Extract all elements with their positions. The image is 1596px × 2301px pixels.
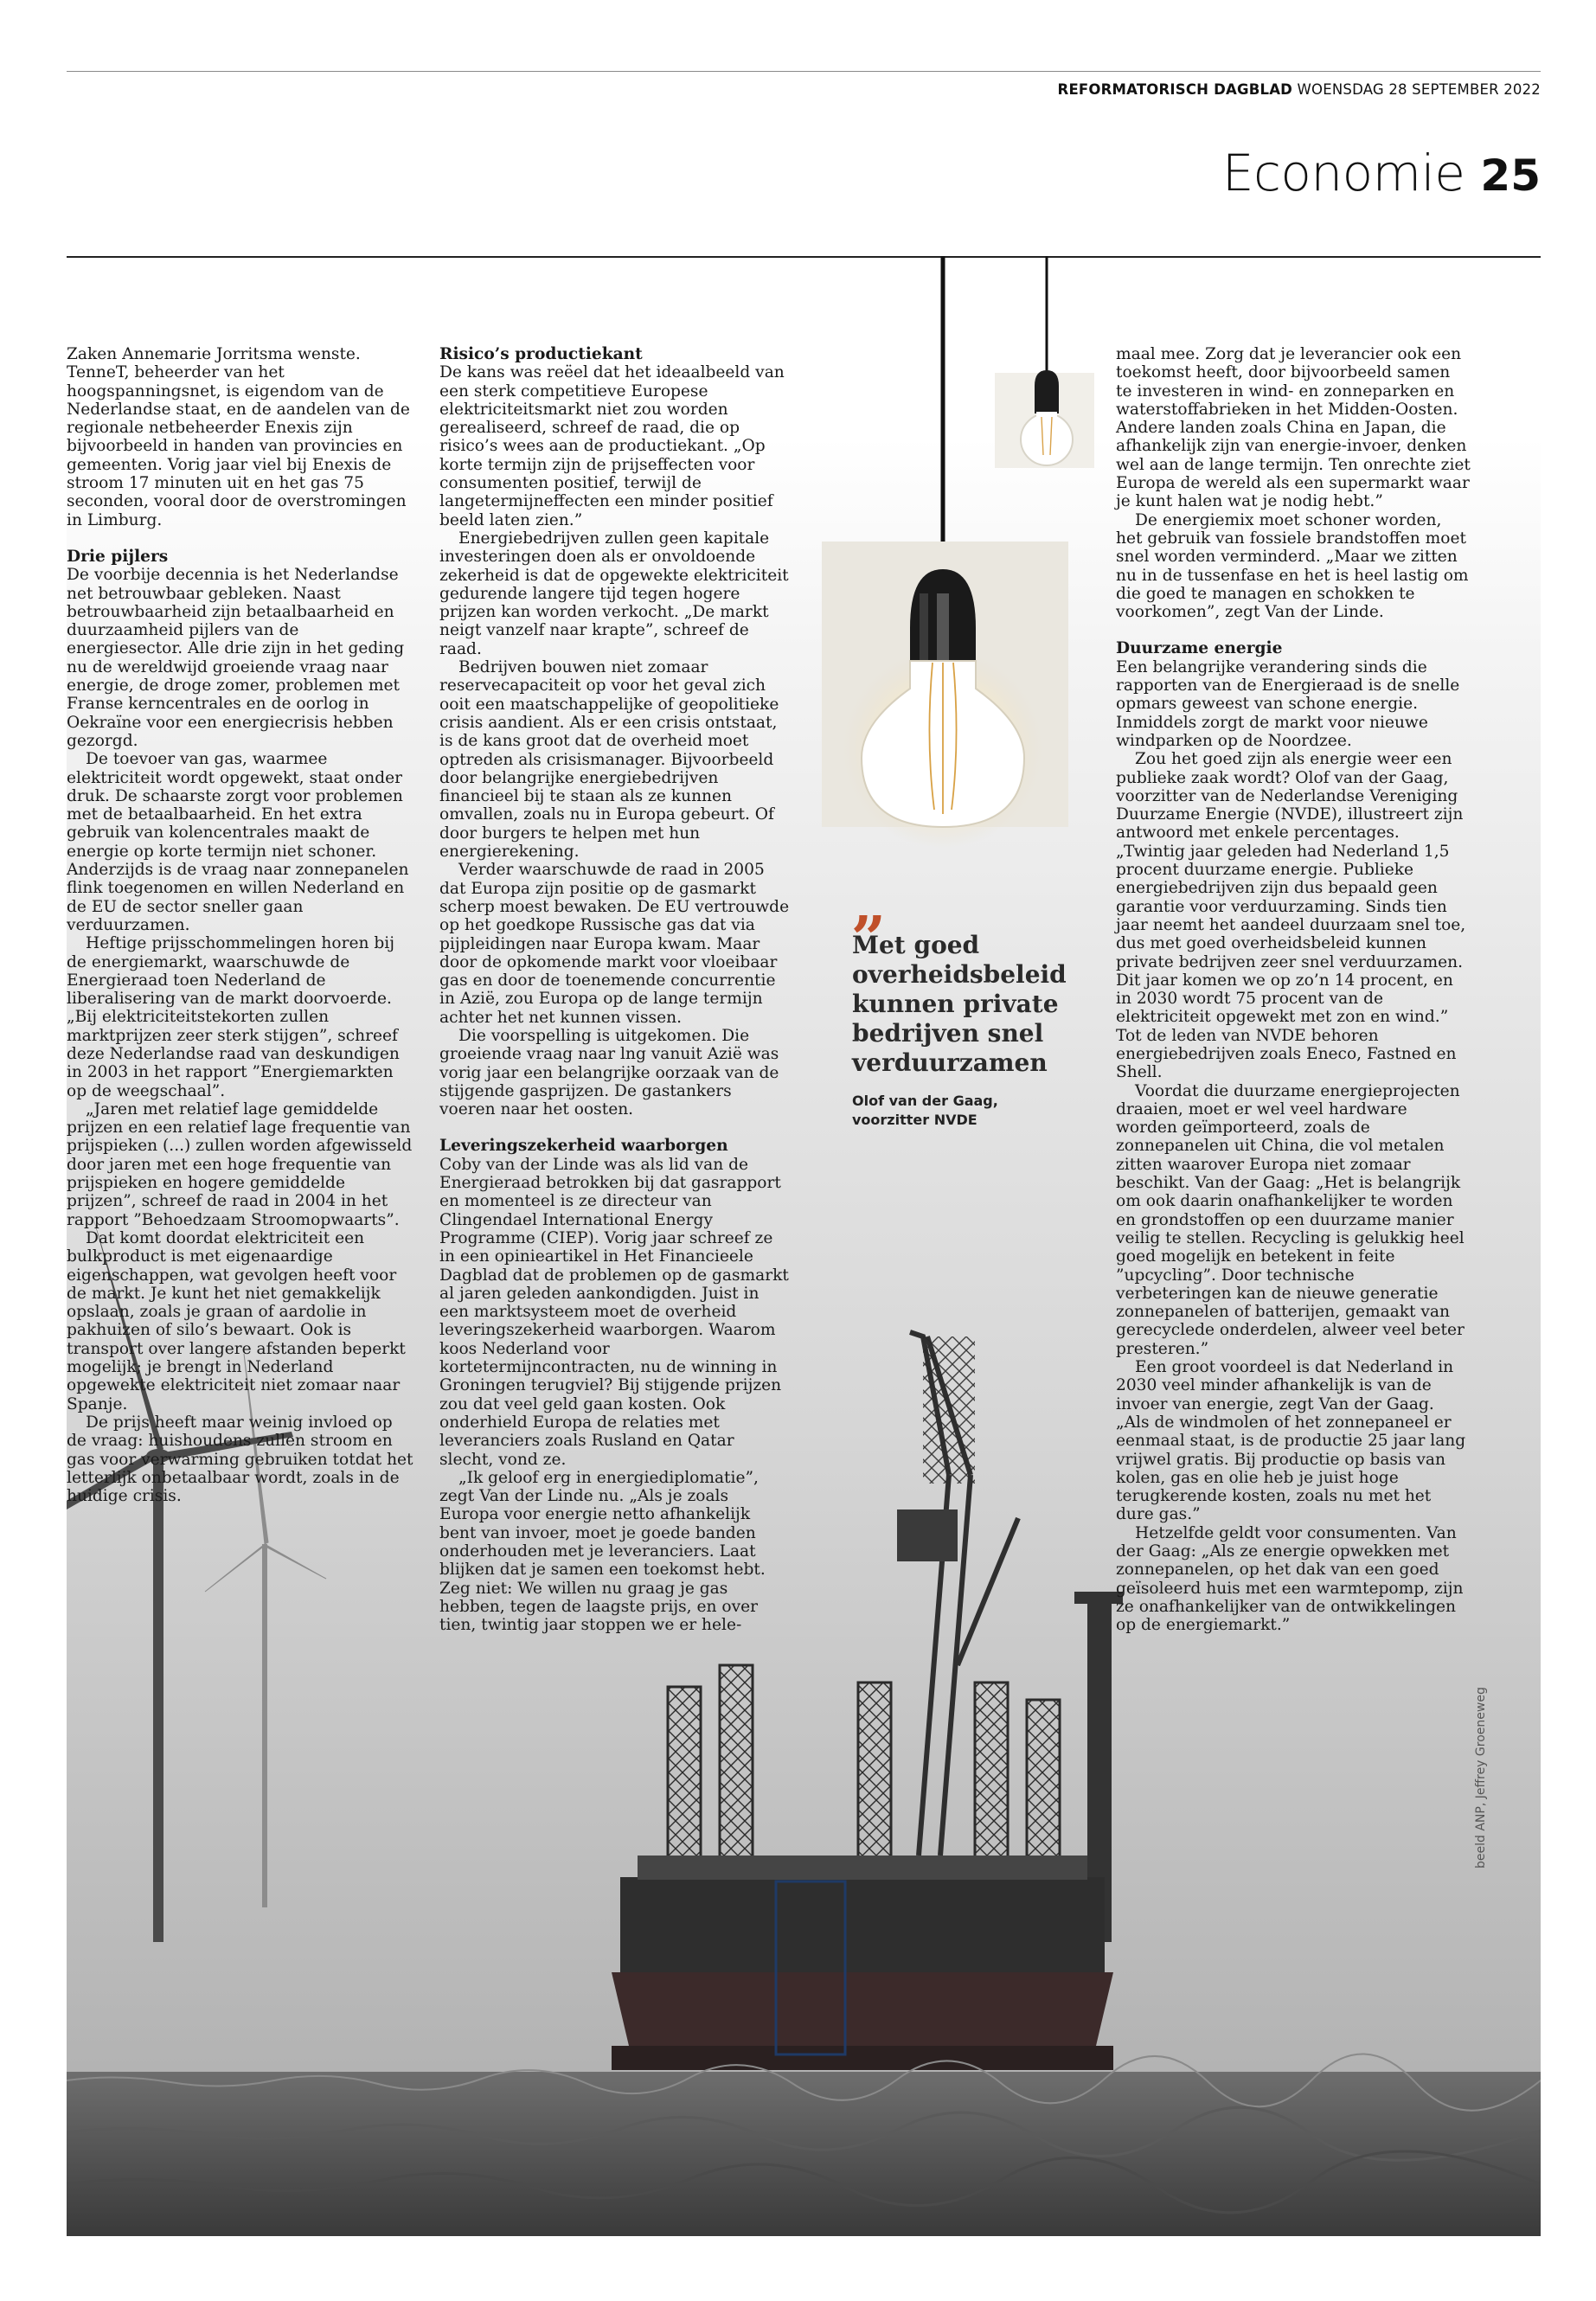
paragraph: Bedrijven bouwen niet zomaar reservecapaciteit op voor het geval zich ooit een maatschappelijke of geopolitieke crisis aandient. Als er een crisis ontstaat, is de kans groot dat de overheid moet optreden als crisismanager. Bijvoorbeeld door belangrijke energiebedrijven financieel bij te staan als ze kunnen omvallen, zoals nu in Europa gebeurt. Of door burgers te helpen met hun energierekening. bbox=[439, 658, 779, 862]
paragraph: De energiemix moet schoner worden, het gebruik van fossiele brandstoffen moet snel worden verminderd. „Maar we zitten nu in de tussenfase en het is heel lastig om die goed te managen en schokken te voorkomen”, zegt Van der Linde. bbox=[1116, 510, 1469, 622]
photo-credit: beeld ANP, Jeffrey Groeneweg bbox=[1474, 1687, 1488, 1868]
paragraph: Zaken Annemarie Jorritsma wenste. TenneT, beheerder van het hoogspanningsnet, is eigendom van de Nederlandse staat, en de aandelen van de regionale netbeheerder Enexis zijn bijvoorbeeld in handen van provincies en gemeenten. Vorig jaar viel bij Enexis de stroom 17 minuten uit en het gas 75 seconden, vooral door de overstromingen in Limburg. bbox=[67, 345, 410, 529]
subheading: Risico’s productiekant bbox=[439, 345, 643, 363]
subheading: Duurzame energie bbox=[1116, 639, 1283, 658]
quote-mark-icon: „ bbox=[852, 868, 882, 939]
masthead bbox=[1058, 81, 1541, 98]
article-column-1 bbox=[67, 345, 417, 1505]
paragraph: Voordat die duurzame energieprojecten draaien, moet er wel veel hardware worden geïmporteerd, zoals de zonnepanelen uit China, die vol metalen zitten waarover Europa niet zomaar beschikt. Van der Gaag: „Het is belangrijk om ook daarin onafhankelijker te worden en grondstoffen op een duurzame manier veilig te stellen. Recycling is gelukkig heel goed mogelijk en betekent in feite ”upcycling”. Door technische verbeteringen kan de nieuwe generatie zonnepanelen of batterijen, gemaakt van gerecyclede onderdelen, alweer veel beter presteren.” bbox=[1116, 1081, 1465, 1358]
quote-text: Met goed overheidsbeleid kunnen private bedrijven snel verduurzamen bbox=[852, 931, 1067, 1077]
paragraph: Coby van der Linde was als lid van de Energieraad betrokken bij dat gasrapport en momenteel is ze directeur van Clingendael International Energy Programme (CIEP). Vorig jaar schreef ze in een opinieartikel in Het Financieele Dagblad dat de problemen op de gasmarkt al jaren geleden aankondigden. Juist in een marktsysteem moet de overheid leveringszekerheid waarborgen. Waarom koos Nederland voor kortetermijncontracten, nu de winning in Groningen terugviel? Bij stijgende prijzen zou dat veel geld gaan kosten. Ook onderhield Europa de relaties met leveranciers zoals Rusland en Qatar slecht, vond ze. bbox=[439, 1155, 789, 1469]
paragraph: Een belangrijke verandering sinds die rapporten van de Energieraad is de snelle opmars geweest van schone energie. Inmiddels zorgt de markt voor nieuwe windparken op de Noordzee. bbox=[1116, 657, 1460, 750]
paragraph: Zou het goed zijn als energie weer een publieke zaak wordt? Olof van der Gaag, voorzitter van de Nederlandse Vereniging Duurzame Energie (NVDE), illustreert zijn antwoord met enkele percentages. „Twintig jaar geleden had Nederland 1,5 procent duurzame energie. Publieke energiebedrijven zijn dus bepaald geen garantie voor verduurzaming. Sinds tien jaar neemt het aandeel duurzaam snel toe, dus met goed overheidsbeleid kunnen private bedrijven zeer snel verduurzamen. Dit jaar komen we op zo’n 14 procent, en in 2030 wordt 75 procent van de elektriciteit opgewekt met zon en wind.” Tot de leden van NVDE behoren energiebedrijven zoals Eneco, Fastned en Shell. bbox=[1116, 750, 1466, 1082]
hanging-bulbs-illustration bbox=[813, 256, 1107, 879]
paragraph: Dat komt doordat elektriciteit een bulkproduct is met eigenaardige eigenschappen, wat gevolgen heeft voor de markt. Je kunt het niet gemakkelijk opslaan, zoals je graan of aardolie in pakhuizen of silo’s bewaart. Ook is transport over langere afstanden beperkt mogelijk; je brengt in Nederland opgewekte elektriciteit niet zomaar naar Spanje. bbox=[67, 1228, 406, 1413]
page-number: 25 bbox=[1480, 151, 1541, 201]
paragraph: Hetzelfde geldt voor consumenten. Van der Gaag: „Als ze energie opwekken met zonnepanelen, op het dak van een goed geïsoleerd huis met een warmtepomp, zijn ze onafhankelijker van de ontwikkelingen op de energiemarkt.” bbox=[1116, 1523, 1464, 1635]
quote-author-name: Olof van der Gaag, bbox=[852, 1093, 998, 1109]
pull-quote bbox=[852, 868, 1077, 1130]
paragraph: De voorbije decennia is het Nederlandse net betrouwbaar gebleken. Naast betrouwbaarheid zijn betaalbaarheid en duurzaamheid pijlers van de energiesector. Alle drie zijn in het geding nu de wereldwijd groeiende vraag naar energie, de droge zomer, problemen met Franse kerncentrales en de oorlog in Oekraïne voor een energiecrisis hebben gezorgd. bbox=[67, 566, 405, 750]
paragraph: Heftige prijsschommelingen horen bij de energiemarkt, waarschuwde de Energieraad toen Nederland de liberalisering van de markt doorvoerde. „Bij elektriciteitstekorten zullen marktprijzen zeer sterk stijgen”, schreef deze Nederlandse raad van deskundigen in 2003 in het rapport ”Energiemarkten op de weegschaal”. bbox=[67, 934, 400, 1100]
article-column-3 bbox=[1116, 345, 1471, 1634]
paragraph: Energiebedrijven zullen geen kapitale investeringen doen als er onvoldoende zekerheid is dat de opgewekte elektriciteit gedurende langere tijd tegen hogere prijzen kan worden verkocht. „De markt neigt vanzelf naar krapte”, schreef de raad. bbox=[439, 529, 789, 658]
paragraph: „Jaren met relatief lage gemiddelde prijzen en een relatief lage frequentie van prijspieken (...) zullen worden afgewisseld door jaren met een hoge frequentie van prijspieken en hogere gemiddelde prijzen”, schreef de raad in 2004 in het rapport ”Behoedzaam Stroomopwaarts”. bbox=[67, 1099, 413, 1229]
paragraph: Die voorspelling is uitgekomen. Die groeiende vraag naar lng vanuit Azië was vorig jaar een belangrijke oorzaak van de stijgende gasprijzen. De gastankers voeren naar het oosten. bbox=[439, 1026, 779, 1119]
paragraph: De toevoer van gas, waarmee elektriciteit wordt opgewekt, staat onder druk. De schaarste zorgt voor problemen met de betaalbaarheid. En het extra gebruik van kolencentrales maakt de energie op korte termijn niet schoner. Anderzijds is de vraag naar zonnepanelen flink toegenomen en willen Nederland en de EU de sector sneller gaan verduurzamen. bbox=[67, 750, 409, 934]
subheading: Leveringszekerheid waarborgen bbox=[439, 1137, 728, 1156]
section-header bbox=[1222, 144, 1541, 202]
quote-author-role: voorzitter NVDE bbox=[852, 1112, 977, 1128]
paragraph: maal mee. Zorg dat je leverancier ook een toekomst heeft, door bijvoorbeeld samen te investeren in wind- en zonneparken en waterstoffabrieken in het Midden-Oosten. Andere landen zoals China en Japan, die afhankelijk zijn van energie-invoer, denken wel aan de lange termijn. Ten onrechte ziet Europa de wereld als een supermarkt waar je kunt halen wat je nodig hebt.” bbox=[1116, 345, 1471, 511]
article-column-2 bbox=[439, 345, 790, 1634]
top-rule bbox=[67, 71, 1541, 72]
subheading: Drie pijlers bbox=[67, 547, 169, 566]
section-name: Economie bbox=[1221, 144, 1465, 202]
paragraph: Een groot voordeel is dat Nederland in 2030 veel minder afhankelijk is van de invoer van energie, zegt Van der Gaag. „Als de windmolen of het zonnepaneel er eenmaal staat, is de productie 25 jaar lang vrijwel gratis. Bij productie op basis van kolen, gas en olie heb je juist hoge terugkerende kosten, zoals nu met het dure gas.” bbox=[1116, 1358, 1466, 1524]
paper-name: REFORMATORISCH DAGBLAD bbox=[1057, 81, 1293, 98]
issue-date: WOENSDAG 28 SEPTEMBER 2022 bbox=[1297, 81, 1541, 98]
section-rule bbox=[67, 256, 1541, 258]
paragraph: De prijs heeft maar weinig invloed op de vraag: huishoudens zullen stroom en gas voor verwarming gebruiken totdat het letterlijk onbetaalbaar wordt, zoals in de huidige crisis. bbox=[67, 1413, 413, 1506]
paragraph: Verder waarschuwde de raad in 2005 dat Europa zijn positie op de gasmarkt scherp moest bewaken. De EU vertrouwde op het goedkope Russische gas dat via pijpleidingen naar Europa kwam. Maar door de opkomende markt voor vloeibaar gas en door de toenemende concurrentie in Azië, zou Europa op de lange termijn achter het net kunnen vissen. bbox=[439, 861, 790, 1027]
paragraph: De kans was reëel dat het ideaalbeeld van een sterk competitieve Europese elektriciteitsmarkt niet zou worden gerealiseerd, schreef de raad, die op risico’s wees aan de productiekant. „Op korte termijn zijn de prijseffecten voor consumenten positief, terwijl de langetermijneffecten een minder positief beeld laten zien.” bbox=[439, 363, 785, 529]
paragraph: „Ik geloof erg in energiediplomatie”, zegt Van der Linde nu. „Als je zoals Europa voor energie netto afhankelijk bent van invoer, moet je goede banden onderhouden met je leveranciers. Laat blijken dat je samen een toekomst hebt. Zeg niet: We willen nu graag je gas hebben, tegen de laagste prijs, en over tien, twintig jaar stoppen we er hele- bbox=[439, 1468, 766, 1635]
quote-author bbox=[852, 1092, 1077, 1130]
